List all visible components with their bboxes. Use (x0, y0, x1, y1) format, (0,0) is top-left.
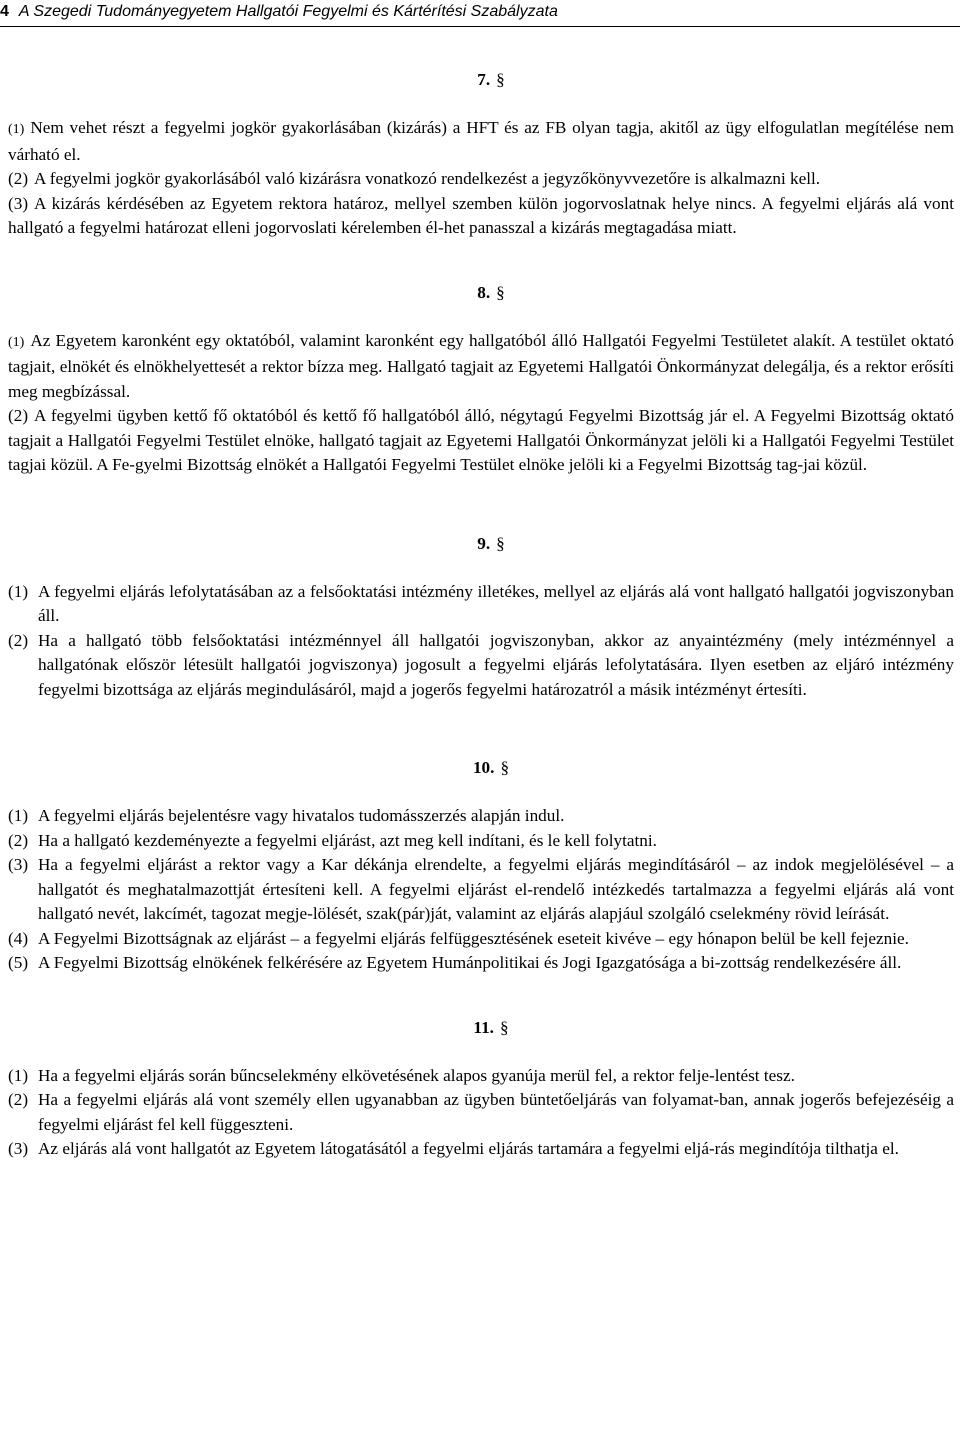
paragraph-9-1: (1) A fegyelmi eljárás lefolytatásában az a felsőoktatási intézmény illetékes, mellyel az eljárás alá vont hallgató hallgatói jogviszonyban áll. (8, 581, 954, 625)
paragraph-7-2: (2) A fegyelmi jogkör gyakorlásából való kizárásra vonatkozó rendelkezést a jegyzőkönyvvezetőre is alkalmazni kell. (8, 169, 821, 188)
paragraph-11-3: (3) Az eljárás alá vont hallgatót az Egyetem látogatásától a fegyelmi eljárás tartamára a fegyelmi eljá-rás megindítója tilthatja el. (8, 1139, 899, 1158)
paragraph-11-1: (1) Ha a fegyelmi eljárás során bűncselekmény elkövetésének alapos gyanúja merül fel, a rektor felje-lentést tesz. (8, 1065, 795, 1085)
paragraph-7-3: (3) A kizárás kérdésében az Egyetem rektora határoz, mellyel szemben külön jogorvoslatnak helye nincs. A fegyelmi eljárás alá vont hallgató a fegyelmi határozat elleni jogorvoslati kérelemben él-het panasszal a kizárás megtagadása miatt. (8, 193, 954, 237)
paragraph-8-2: (2) A fegyelmi ügyben kettő fő oktatóból és kettő fő hallgatóból álló, négytagú Fegyelmi Bizottság jár el. A Fegyelmi Bizottság oktató tagjait a Hallgatói Fegyelmi Testület elnöke, hallgató tagjait az Egyetemi Hallgatói Önkormányzat jelöli ki a Hallgatói Fegyelmi Testület tagjai közül. A Fe-gyelmi Bizottság elnökét a Hallgatói Fegyelmi Testület elnöke jelöli ki a Fegyelmi Bizottság tag-jai közül. (8, 406, 954, 474)
paragraph-8-1: (1) Az Egyetem karonként egy oktatóból, valamint karonként egy hallgatóból álló Hallgatói Fegyelmi Testületet alakít. A testület oktató tagjait, elnökét és elnökhelyettesét a rektor bízza meg. Hallgató tagjait az Egyetemi Hallgatói Önkormányzat delegálja, és a rektor erősíti meg megbízással. (8, 330, 954, 401)
section-heading-8: 8. § (477, 282, 505, 302)
document-body (8, 68, 954, 1162)
section-heading-9: 9. § (477, 533, 505, 553)
section-heading-10: 10. § (472, 758, 510, 777)
paragraph-10-2: (2) Ha a hallgató kezdeményezte a fegyelmi eljárást, azt meg kell indítani, és le kell folytatni. (8, 830, 657, 850)
running-header (0, 0, 960, 27)
paragraph-7-1: (1) Nem vehet részt a fegyelmi jogkör gyakorlásában (kizárás) a HFT és az FB olyan tagja, akitől az ügy elfogulatlan megítélése nem várható el. (8, 118, 954, 164)
paragraph-9-2: (2) Ha a hallgató több felsőoktatási intézménnyel áll hallgatói jogviszonyban, akkor az anyaintézmény (mely intézménnyel a hallgatónak először létesült hallgatói jogviszonya) jogosult a fegyelmi eljárás lefolytatására. Ilyen esetben az eljáró intézmény fegyelmi bizottsága az eljárás megindulásáról, majd a jogerős fegyelmi határozatról a másik intézményt értesíti. (8, 630, 954, 699)
section-heading-7: 7. § (477, 70, 505, 89)
section-heading-11: 11. § (473, 1017, 509, 1037)
paragraph-10-4: (4) A Fegyelmi Bizottságnak az eljárást – a fegyelmi eljárás felfüggesztésének eseteit kivéve – egy hónapon belül be kell fejeznie. (8, 928, 909, 948)
paragraph-10-1: (1) A fegyelmi eljárás bejelentésre vagy hivatalos tudomásszerzés alapján indul. (8, 806, 565, 825)
header-title: A Szegedi Tudományegyetem Hallgatói Fegyelmi és Kártérítési Szabályzata (18, 3, 558, 20)
page-number: 4 (0, 3, 9, 20)
paragraph-10-5: (5) A Fegyelmi Bizottság elnökének felkérésére az Egyetem Humánpolitikai és Jogi Igazgatósága a bi-zottság rendelkezésére áll. (8, 953, 902, 972)
paragraph-10-3: (3) Ha a fegyelmi eljárást a rektor vagy a Kar dékánja elrendelte, a fegyelmi eljárás megindításáról – az indok megjelölésével – a hallgatót és meghatalmazottját értesíteni kell. A fegyelmi eljárást el-rendelő intézkedés tartalmazza a fegyelmi eljárás alá vont hallgató nevét, lakcímét, tagozat megje-lölését, szak(pár)ját, valamint az eljárás alapjául szolgáló cselekmény rövid leírását. (8, 855, 954, 923)
paragraph-11-2: (2) Ha a fegyelmi eljárás alá vont személy ellen ugyanabban az ügyben büntetőeljárás van folyamat-ban, annak jogerős befejezéséig a fegyelmi eljárást fel kell függeszteni. (8, 1090, 954, 1134)
